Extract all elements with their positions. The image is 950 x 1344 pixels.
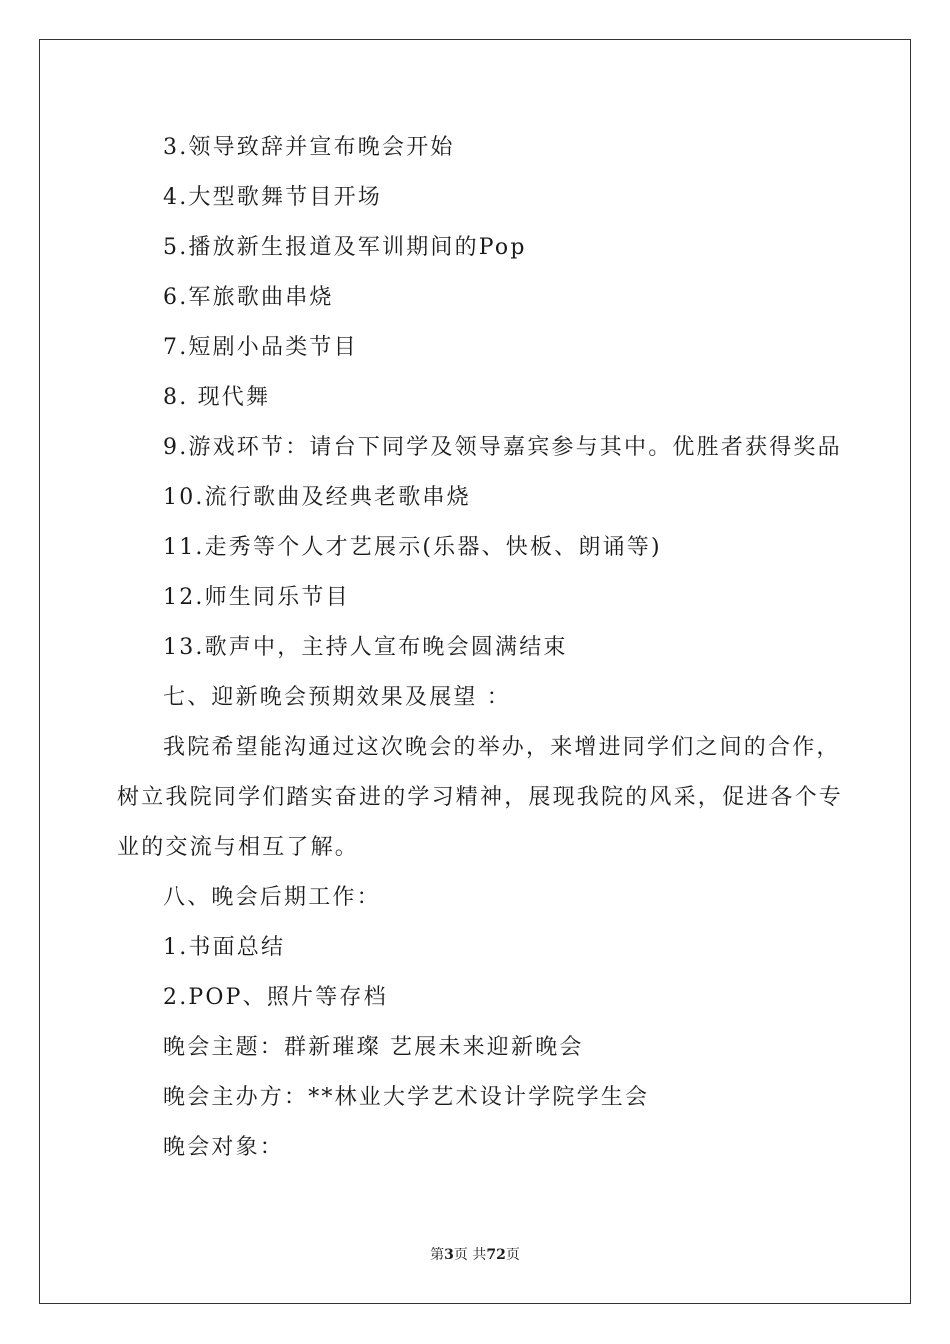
list-item: 3.领导致辞并宣布晚会开始: [163, 135, 455, 160]
document-body: [117, 123, 844, 1173]
list-item: 12.师生同乐节目: [163, 585, 350, 610]
page-footer: [0, 1244, 950, 1264]
list-item: 13.歌声中，主持人宣布晚会圆满结束: [163, 635, 568, 660]
list-item: 2.POP、照片等存档: [163, 985, 388, 1010]
paragraph-line: 树立我院同学们踏实奋进的学习精神，展现我院的风采，促进各个专: [117, 785, 844, 810]
event-organizer: 晚会主办方：**林业大学艺术设计学院学生会: [163, 1085, 650, 1110]
list-item: 6.军旅歌曲串烧: [163, 285, 334, 310]
list-item: 5.播放新生报道及军训期间的Pop: [163, 235, 527, 260]
list-item: 9.游戏环节：请台下同学及领导嘉宾参与其中。优胜者获得奖品: [163, 435, 842, 460]
section-heading-followup: 八、晚会后期工作：: [163, 885, 381, 910]
event-audience: 晚会对象：: [163, 1135, 285, 1160]
list-item: 7.短剧小品类节目: [163, 335, 358, 360]
footer-suffix: 页: [505, 1247, 520, 1263]
list-item: 4.大型歌舞节目开场: [163, 185, 382, 210]
paragraph-line: 业的交流与相互了解。: [117, 835, 360, 860]
list-item: 10.流行歌曲及经典老歌串烧: [163, 485, 471, 510]
total-page-number: 72: [486, 1247, 506, 1263]
footer-prefix: 第: [430, 1247, 445, 1263]
footer-mid: 页 共: [453, 1247, 487, 1263]
section-heading-expectations: 七、迎新晚会预期效果及展望 ：: [163, 685, 511, 710]
paragraph-line: 我院希望能沟通过这次晚会的举办，来增进同学们之间的合作，: [163, 735, 841, 760]
current-page-number: 3: [444, 1247, 454, 1263]
event-theme: 晚会主题：群新璀璨 艺展未来迎新晚会: [163, 1035, 584, 1060]
list-item: 11.走秀等个人才艺展示(乐器、快板、朗诵等): [163, 535, 662, 560]
list-item: 1.书面总结: [163, 935, 286, 960]
list-item: 8. 现代舞: [163, 385, 271, 410]
